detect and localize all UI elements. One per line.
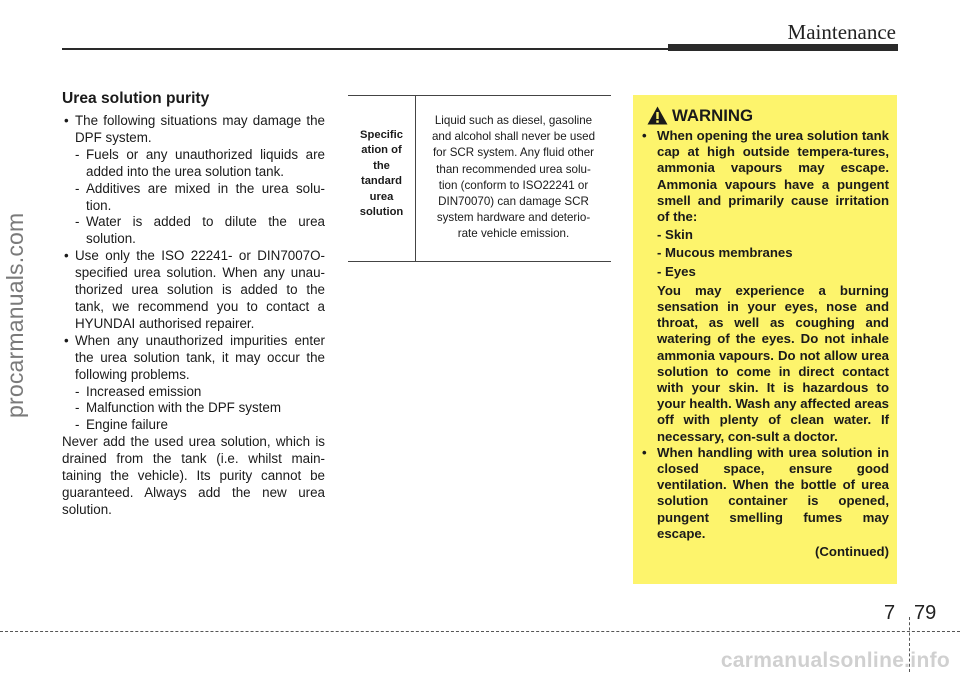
- warning-bullet-vapours: • When opening the urea solution tank cap at high outside tempera-tures, ammonia vapours may escape. Ammonia vapours have a pungent smell and primarily cause irritation of the:: [641, 128, 889, 225]
- warning-sub-item: - Skin: [657, 227, 693, 243]
- header-rule: [62, 48, 668, 50]
- chapter-number: 7: [884, 602, 896, 624]
- spec-label-line: urea: [369, 190, 394, 203]
- bullet-iso: • Use only the ISO 22241- or DIN7007O-specified urea solution. When any unau-thorized urea solution is added to the tank, we recommend you to contact a HYUNDAI authorised repairer.: [62, 248, 325, 333]
- warning-advice: You may experience a burning sensation in your eyes, nose and throat, as well as coughing and watering of the eyes. Do not inhale ammonia vapours. Do not allow urea solution to come in direct contact with your skin. It is hazardous to your health. Wash any affected areas off with plenty of clean water. If necessary, con-sult a doctor.: [657, 282, 889, 444]
- header-title: Maintenance: [787, 20, 896, 44]
- warning-header: [647, 106, 887, 126]
- spec-label-line: Specific: [360, 129, 403, 141]
- spec-label-line: tandard: [360, 175, 403, 188]
- side-watermark: procarmanuals.com: [2, 212, 28, 418]
- warning-sub-item: - Eyes: [657, 263, 696, 279]
- sub-item: - Water is added to dilute the urea solution.: [62, 214, 325, 248]
- continued-label: (Continued): [815, 544, 889, 560]
- spec-value-line: system hardware and deterio-: [436, 211, 591, 225]
- warning-bullet-ventilation: • When handling with urea solution in closed space, ensure good ventilation. When the bottle of urea solution container is opened, pungent smelling fumes may escape.: [641, 445, 889, 542]
- warning-sub-item: - Mucous membranes: [657, 245, 793, 261]
- bullet-damage: • The following situations may damage the DPF system.: [62, 113, 325, 147]
- sub-item: - Additives are mixed in the urea solu-tion.: [62, 181, 325, 215]
- bottom-watermark: carmanualsonline.info: [720, 649, 950, 672]
- spec-table: [348, 95, 611, 262]
- spec-value-line: for SCR system. Any fluid other: [432, 146, 595, 160]
- spec-label-line: solution: [359, 206, 404, 219]
- warning-box: [633, 95, 897, 584]
- spec-value: [416, 113, 611, 243]
- header-bar: [668, 44, 898, 51]
- section-title: Urea solution purity: [62, 90, 210, 107]
- spec-label: [348, 128, 415, 220]
- sub-item: - Fuels or any unauthorized liquids are added into the urea solution tank.: [62, 147, 325, 181]
- warning-title: WARNING: [672, 106, 754, 125]
- closing-paragraph: Never add the used urea solution, which is drained from the tank (i.e. whilst main-taining the vehicle). Its purity cannot be guaranteed. Always add the new urea solution.: [62, 434, 325, 517]
- spec-value-line: tion (conform to ISO22241 or: [438, 178, 589, 192]
- spec-value-line: DIN70070) can damage SCR: [438, 195, 589, 209]
- spec-label-line: the: [373, 159, 390, 172]
- page-number: 79: [914, 602, 937, 624]
- left-column: [62, 89, 325, 519]
- spec-value-line: rate vehicle emission.: [457, 227, 570, 241]
- spec-value-line: Liquid such as diesel, gasoline: [434, 114, 593, 127]
- spec-value-line: than recommended urea solu-: [436, 162, 591, 176]
- warning-triangle-icon: [647, 106, 668, 130]
- spec-label-line: ation of: [361, 144, 402, 157]
- footer-rule: [0, 631, 960, 632]
- sub-item: - Increased emission: [62, 384, 325, 401]
- spec-value-line: and alcohol shall never be used: [431, 130, 596, 144]
- bullet-impurities: • When any unauthorized impurities enter the urea solution tank, it may occur the following problems.: [62, 333, 325, 384]
- sub-item: - Engine failure: [62, 417, 325, 434]
- warning-body: [641, 128, 889, 560]
- sub-item: - Malfunction with the DPF system: [62, 400, 325, 417]
